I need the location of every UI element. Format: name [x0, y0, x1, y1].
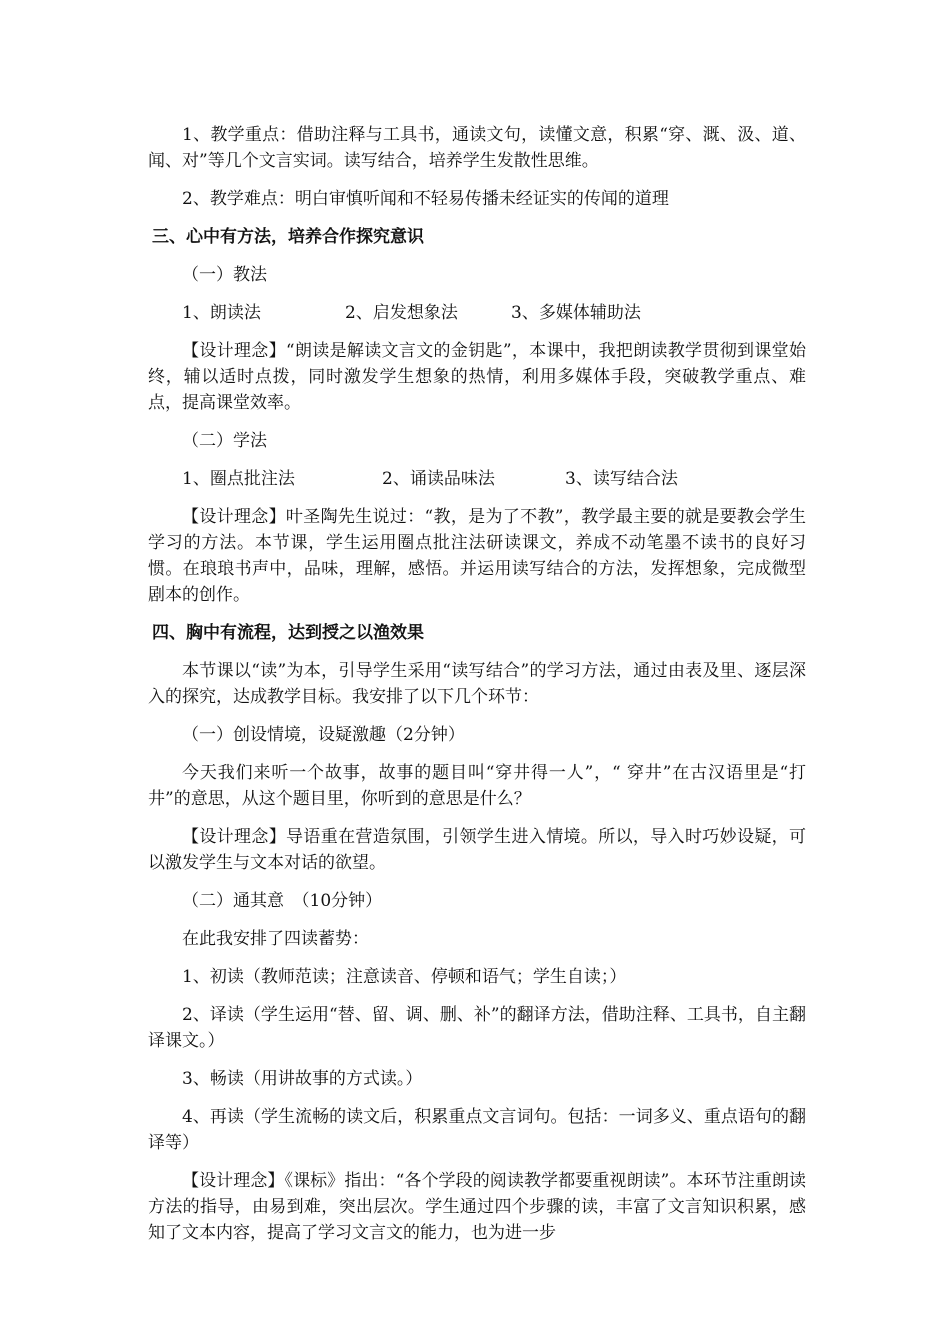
paragraph-design-concept-2: 【设计理念】叶圣陶先生说过：“教，是为了不教”，教学最主要的就是要教会学生学习的方法。本节课，学生运用圈点批注法研读课文，养成不动笔墨不读书的良好习惯。在琅琅书声中，品味，理解，感悟。并运用读写结合的方法，发挥想象，完成微型剧本的创作。 [148, 507, 806, 605]
paragraph-difficulty: 2、教学难点：明白审慎听闻和不轻易传播未经证实的传闻的道理 [182, 189, 669, 209]
paragraph-story: 今天我们来听一个故事，故事的题目叫“穿井得一人”，“ 穿井”在古汉语里是“打井”的意思，从这个题目里，你听到的意思是什么？ [148, 763, 806, 809]
method-item: 3、多媒体辅助法 [511, 303, 641, 323]
subheading-teaching-method: （一）教法 [182, 265, 267, 285]
learning-methods-row [148, 466, 806, 492]
method-item: 2、诵读品味法 [382, 469, 495, 489]
section-heading-4: 四、胸中有流程，达到授之以渔效果 [152, 623, 424, 643]
method-item: 3、读写结合法 [565, 469, 678, 489]
paragraph-four-readings: 在此我安排了四读蓄势： [182, 929, 369, 949]
list-item: 3、畅读（用讲故事的方式读。） [182, 1069, 423, 1089]
method-item: 1、朗读法 [182, 303, 261, 323]
method-item: 2、启发想象法 [345, 303, 458, 323]
paragraph-design-concept-3: 【设计理念】导语重在营造氛围，引领学生进入情境。所以，导入时巧妙设疑，可以激发学生与文本对话的欲望。 [148, 827, 806, 873]
section-heading-3: 三、心中有方法，培养合作探究意识 [152, 227, 424, 247]
subheading-step-2: （二）通其意 （10分钟） [182, 891, 383, 911]
subheading-step-1: （一）创设情境，设疑激趣（2分钟） [182, 725, 465, 745]
list-item: 2、译读（学生运用“替、留、调、删、补”的翻译方法，借助注释、工具书，自主翻译课文。） [148, 1005, 806, 1051]
teaching-methods-row [148, 300, 806, 326]
paragraph-key-points: 1、教学重点：借助注释与工具书，通读文句，读懂文意，积累“穿、溉、汲、道、闻、对”等几个文言实词。读写结合，培养学生发散性思维。 [148, 125, 806, 171]
paragraph-design-concept-4: 【设计理念】《课标》指出：“各个学段的阅读教学都要重视朗读”。本环节注重朗读方法的指导，由易到难，突出层次。学生通过四个步骤的读，丰富了文言知识积累，感知了文本内容，提高了学习文言文的能力，也为进一步 [148, 1171, 806, 1243]
list-item: 1、初读（教师范读；注意读音、停顿和语气；学生自读；） [182, 967, 627, 987]
list-item: 4、再读（学生流畅的读文后，积累重点文言词句。包括：一词多义、重点语句的翻译等） [148, 1107, 806, 1153]
paragraph-design-concept-1: 【设计理念】“朗读是解读文言文的金钥匙”，本课中，我把朗读教学贯彻到课堂始终，辅以适时点拨，同时激发学生想象的热情，利用多媒体手段，突破教学重点、难点，提高课堂效率。 [148, 341, 806, 413]
subheading-learning-method: （二）学法 [182, 431, 267, 451]
document-page [148, 118, 806, 1246]
paragraph-intro: 本节课以“读”为本，引导学生采用“读写结合”的学习方法，通过由表及里、逐层深入的探究，达成教学目标。我安排了以下几个环节： [148, 661, 806, 707]
method-item: 1、圈点批注法 [182, 469, 295, 489]
